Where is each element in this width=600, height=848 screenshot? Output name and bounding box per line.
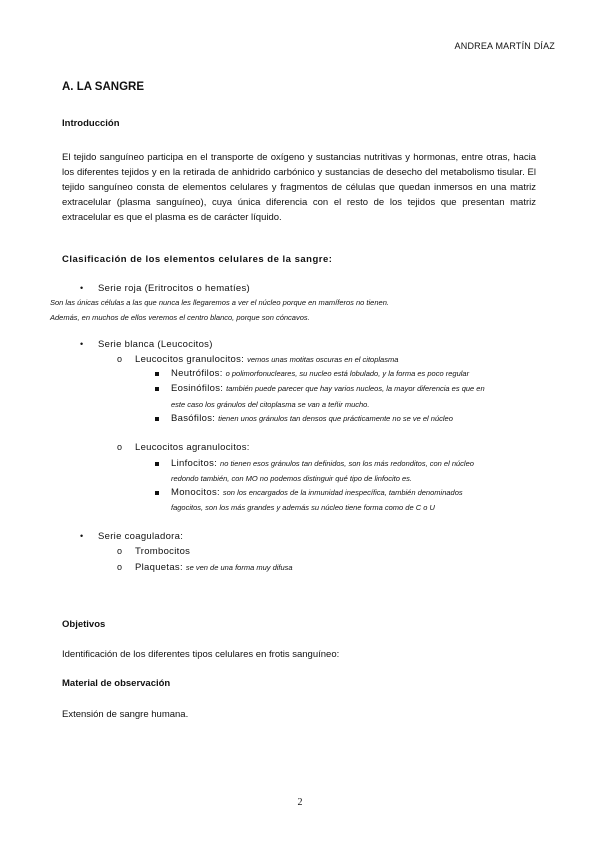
objectives-text: Identificación de los diferentes tipos celulares en frotis sanguíneo: xyxy=(62,649,340,660)
monocytes-item xyxy=(171,487,463,498)
basophils-label: Basófilos: xyxy=(171,413,216,424)
lymphocytes-note-2: redondo también, con MO no podemos distinguir qué tipo de linfocito es. xyxy=(171,474,412,483)
lymphocytes-label: Linfocitos: xyxy=(171,458,218,469)
white-series-label: Serie blanca (Leucocitos) xyxy=(98,339,213,350)
intro-heading: Introducción xyxy=(62,118,120,129)
bullet-square-icon xyxy=(155,462,159,466)
bullet-dot-icon: • xyxy=(80,531,84,541)
section-title: A. LA SANGRE xyxy=(62,81,144,93)
monocytes-label: Monocitos: xyxy=(171,487,220,498)
bullet-ring-icon: o xyxy=(117,354,123,364)
neutrophils-note: o polimorfonucleares, su nucleo está lobulado, y la forma es poco regular xyxy=(225,369,470,378)
eosinophils-note-2: este caso los gránulos del citoplasma se van a teñir mucho. xyxy=(171,400,370,409)
granulocytes-label: Leucocitos granulocitos: xyxy=(135,354,245,365)
bullet-ring-icon: o xyxy=(117,562,123,572)
material-text: Extensión de sangre humana. xyxy=(62,709,189,720)
platelets-note: se ven de una forma muy difusa xyxy=(185,563,293,572)
eosinophils-label: Eosinófilos: xyxy=(171,383,224,394)
bullet-square-icon xyxy=(155,417,159,421)
bullet-square-icon xyxy=(155,491,159,495)
objectives-heading: Objetivos xyxy=(62,619,106,630)
basophils-note: tienen unos gránulos tan densos que prácticamente no se ve el núcleo xyxy=(218,414,453,423)
granulocytes-item xyxy=(135,354,398,365)
granulocytes-note: vemos unas motitas oscuras en el citoplasma xyxy=(247,355,399,364)
material-heading: Material de observación xyxy=(62,678,171,689)
intro-paragraph: El tejido sanguíneo participa en el transporte de oxígeno y sustancias nutritivas y hormonas, entre otras, hacia los diferentes tejidos y en la retirada de anhidrido carbónico y sustancias de desecho del metabolismo tisular. El tejido sanguíneo consta de elementos celulares y fragmentos de células que quedan inmersos en una matriz extracelular (plasma sanguíneo), cuya única diferencia con el resto de los tejidos que presentan matriz extracelular es que el plasma es de carácter líquido. xyxy=(62,152,536,223)
red-series-label: Serie roja (Eritrocitos o hematíes) xyxy=(98,283,250,294)
header-author: ANDREA MARTÍN DÍAZ xyxy=(454,41,555,51)
bullet-ring-icon: o xyxy=(117,442,123,452)
monocytes-note-2: fagocitos, son los más grandes y además su núcleo tiene forma como de C o U xyxy=(171,503,435,512)
bullet-square-icon xyxy=(155,387,159,391)
classification-heading: Clasificación de los elementos celulares de la sangre: xyxy=(62,254,333,265)
page-number: 2 xyxy=(297,797,303,808)
eosinophils-item xyxy=(171,383,485,394)
platelets-label: Plaquetas: xyxy=(135,562,183,573)
platelets-item xyxy=(135,562,293,573)
thrombocytes-label: Trombocitos xyxy=(135,546,191,557)
coag-series-label: Serie coaguladora: xyxy=(98,531,184,542)
bullet-ring-icon: o xyxy=(117,546,123,556)
lymphocytes-item xyxy=(171,458,474,469)
eosinophils-note-1: también puede parecer que hay varios nucleos, la mayor diferencia es que en xyxy=(226,384,485,393)
monocytes-note-1: son los encargados de la inmunidad inespecífica, también denominados xyxy=(222,488,463,497)
neutrophils-label: Neutrófilos: xyxy=(171,368,223,379)
bullet-square-icon xyxy=(155,372,159,376)
bullet-dot-icon: • xyxy=(80,339,84,349)
red-series-note-1: Son las únicas células a las que nunca les llegaremos a ver el núcleo porque en mamíferos no tienen. xyxy=(50,298,389,307)
neutrophils-item xyxy=(171,368,469,379)
lymphocytes-note-1: no tienen esos gránulos tan definidos, son los más redonditos, con el núcleo xyxy=(220,459,474,468)
red-series-note-2: Además, en muchos de ellos veremos el centro blanco, porque son cóncavos. xyxy=(50,313,310,322)
basophils-item xyxy=(171,413,453,424)
agranulocytes-label: Leucocitos agranulocitos: xyxy=(135,442,250,453)
bullet-dot-icon: • xyxy=(80,283,84,293)
